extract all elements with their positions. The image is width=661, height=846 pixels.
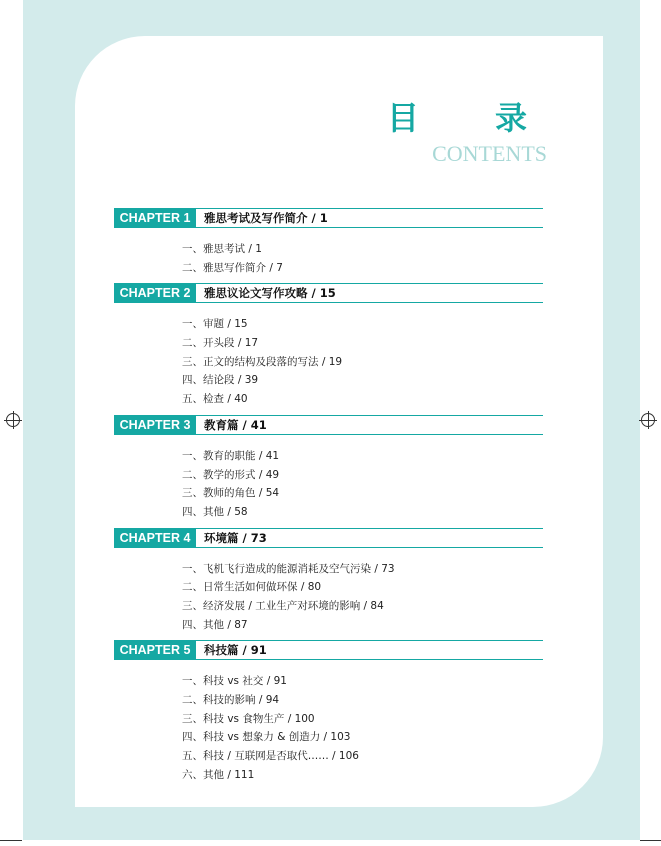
toc-item[interactable]: 三、经济发展 / 工业生产对环境的影响 / 84 bbox=[182, 599, 384, 612]
chapter-tag: CHAPTER 4 bbox=[114, 528, 196, 548]
toc-item[interactable]: 二、开头段 / 17 bbox=[182, 337, 259, 350]
toc-item[interactable]: 一、教育的职能 / 41 bbox=[182, 449, 280, 462]
table-of-contents bbox=[114, 208, 543, 790]
chapter-heading-5[interactable] bbox=[114, 640, 543, 660]
chapter-heading-2[interactable] bbox=[114, 283, 543, 303]
toc-item[interactable]: 一、飞机飞行造成的能源消耗及空气污染 / 73 bbox=[182, 562, 395, 575]
crop-mark bbox=[0, 840, 22, 841]
toc-item[interactable]: 四、其他 / 87 bbox=[182, 618, 248, 631]
toc-item[interactable]: 五、检查 / 40 bbox=[182, 393, 248, 406]
chapter-tag: CHAPTER 5 bbox=[114, 640, 196, 660]
toc-item[interactable]: 六、其他 / 111 bbox=[182, 768, 255, 781]
chapter-tag: CHAPTER 2 bbox=[114, 283, 196, 303]
chapter-items-2 bbox=[182, 315, 543, 408]
page-subtitle: CONTENTS bbox=[432, 141, 547, 166]
toc-item[interactable]: 四、其他 / 58 bbox=[182, 505, 248, 518]
chapter-items-4 bbox=[182, 560, 543, 635]
toc-item[interactable]: 一、审题 / 15 bbox=[182, 318, 248, 331]
chapter-items-5 bbox=[182, 672, 543, 784]
toc-item[interactable]: 五、科技 / 互联网是否取代…… / 106 bbox=[182, 750, 359, 763]
chapter-heading-4[interactable] bbox=[114, 528, 543, 548]
toc-item[interactable]: 二、雅思写作简介 / 7 bbox=[182, 261, 283, 274]
chapter-tag: CHAPTER 1 bbox=[114, 208, 196, 228]
toc-item[interactable]: 二、日常生活如何做环保 / 80 bbox=[182, 581, 322, 594]
chapter-title: 雅思考试及写作简介 / 1 bbox=[204, 211, 328, 225]
chapter-heading-3[interactable] bbox=[114, 415, 543, 435]
toc-item[interactable]: 一、科技 vs 社交 / 91 bbox=[182, 675, 287, 688]
chapter-title: 教育篇 / 41 bbox=[204, 417, 267, 432]
chapter-items-1 bbox=[182, 240, 543, 277]
chapter-title: 科技篇 / 91 bbox=[204, 643, 267, 658]
crop-mark bbox=[640, 840, 661, 841]
toc-item[interactable]: 一、雅思考试 / 1 bbox=[182, 243, 262, 255]
registration-mark-icon bbox=[6, 413, 20, 427]
registration-mark-icon bbox=[641, 413, 655, 427]
chapter-items-3 bbox=[182, 447, 543, 522]
chapter-title: 环境篇 / 73 bbox=[204, 530, 267, 545]
page-title: 目 录 bbox=[386, 99, 549, 137]
toc-item[interactable]: 三、教师的角色 / 54 bbox=[182, 487, 280, 500]
toc-item[interactable]: 四、结论段 / 39 bbox=[182, 374, 259, 387]
toc-item[interactable]: 三、科技 vs 食物生产 / 100 bbox=[182, 712, 315, 725]
toc-item[interactable]: 二、科技的影响 / 94 bbox=[182, 694, 280, 706]
toc-item[interactable]: 三、正文的结构及段落的写法 / 19 bbox=[182, 355, 343, 368]
toc-item[interactable]: 四、科技 vs 想象力 & 创造力 / 103 bbox=[182, 731, 351, 744]
chapter-tag: CHAPTER 3 bbox=[114, 415, 196, 435]
chapter-heading-1[interactable] bbox=[114, 208, 543, 228]
toc-item[interactable]: 二、教学的形式 / 49 bbox=[182, 468, 280, 481]
chapter-title: 雅思议论文写作攻略 / 15 bbox=[204, 286, 336, 301]
